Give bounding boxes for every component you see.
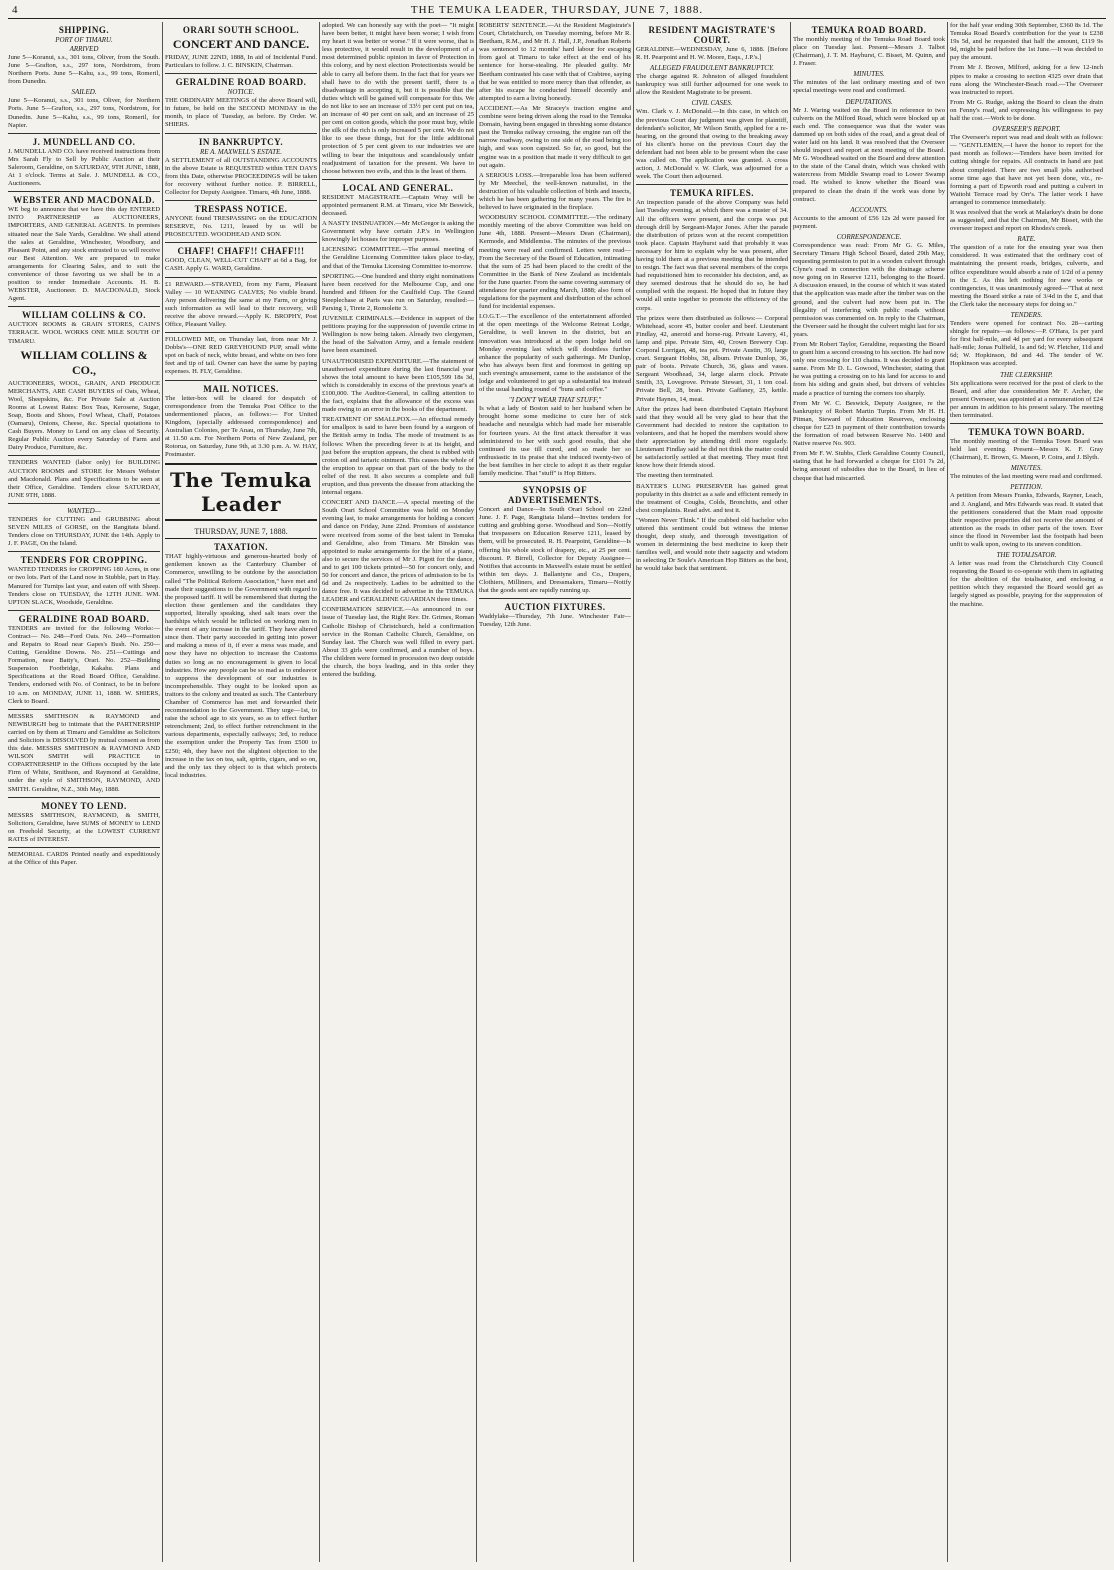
article-paragraph: TENDERS WANTED (labor only) for BUILDING AUCTION ROOMS and STORE for Messrs Webster and Macdonald. Plans and Specifications to be seen at their Office, Geraldine. Tenders close SATURDAY, JUNE 9TH, 1888. xyxy=(8,459,160,499)
article-paragraph: From Mr J. Brown, Milford, asking for a few 12-inch pipes to make a crossing to section 4325 over drain that runs along the Winchester-Beach road.—The Overseer was instructed to report. xyxy=(950,64,1103,96)
article-paragraph: J. MUNDELL AND CO. have received instructions from Mrs Sarah Fly to Sell by Public Auction at their Saleroom, Geraldine, on SATURDAY, 9TH JUNE, 1888, At 1 o'clock. Terms at Sale. J. MUNDELL & CO., Auctioneers. xyxy=(8,147,160,188)
article-paragraph: From Mr G. Rudge, asking the Board to clean the drain on Fenny's road, and expressing his willingness to pay half the cost.—Work to be done. xyxy=(950,98,1103,123)
column-rule xyxy=(165,277,317,278)
article-paragraph: Wm. Clark v. J. McDonald.—In this case, in which on the previous Court day judgment was given for plaintiff, defendant's solicitor, Mr Wilson Smith, applied for a re-hearing, on the ground that owing to the breaking away of his client's horse on the previous Court day the defendant had not been able to be present when the case was called on. The application was granted. A cross action, J. McDonald v. W. Clark, was adjourned for a week. The Court then adjourned. xyxy=(636,108,788,181)
section-heading: MAIL NOTICES. xyxy=(203,383,279,394)
article-paragraph: The Overseer's report was read and dealt with as follows:— "GENTLEMEN,—I have the honor to report for the past month as follows:—Tenders have been invited for cutting shingle for repairs. All contracts in hand are just about completed. There are two small jobs authorised some time ago that have not yet been done, viz., re-forming a part of Epworth road and putting a culvert in Waitohi Terrace road by Orr's. The latter work I have arranged to commence immediately. xyxy=(950,134,1103,206)
section-heading: WEBSTER AND MACDONALD. xyxy=(13,195,155,206)
article-paragraph: The monthly meeting of the Temuka Town Board was held last evening. Present—Messrs K. F. Gray (Chairman), E. Brown, G. Mason, P. Coira, and J. Blyth. xyxy=(950,438,1103,462)
running-header-title: THE TEMUKA LEADER, THURSDAY, JUNE 7, 1888. xyxy=(410,4,704,16)
section-heading: TENDERS FOR CROPPING. xyxy=(20,555,148,566)
column-rule xyxy=(8,709,160,710)
article-paragraph: TENDERS are invited for the following Works:— Contract— No. 248—Ford Oats. No. 249—Formation and Repairs to Road near Gapes's Bush. No. 250—Cutting, Geraldine Downs. No. 251—Cuttings and Formation, near Batty's, Orari. No. 252—Building Suspension Footbridge, Kakahu. Plans and Specifications at the Road Board Office, Geraldine. Tenders, endorsed with No. of Contract, to be in before 10 a.m. on MONDAY, JUNE 11, 1888. W. SHIERS, Clerk to Board. xyxy=(8,624,160,705)
subheading: THE TOTALISATOR. xyxy=(996,551,1057,560)
subheading: ARRIVED xyxy=(69,45,99,53)
masthead-date: THURSDAY, JUNE 7, 1888. xyxy=(165,525,317,539)
section-heading: SYNOPSIS OF ADVERTISEMENTS. xyxy=(508,485,602,506)
column-rule xyxy=(8,610,160,611)
article-paragraph: ACCIDENT.—As Mr Stracey's traction engine and combine were being driven along the road to the Temuka Domain, having been engaged in threshing some distance past the Temuka railway crossing, the engine ran off the narrow roadway, owing to one side of the road being too high, and was soon capsized. So far, so good, but the engine was in a position that made it very difficult to get out again. xyxy=(479,104,631,169)
article-paragraph: FOLLOWED ME, on Thursday last, from near Mr J. Dobbs's—ONE RED GREYHOUND PUP, small white spot on back of neck, white breast, and white on two fore feet and tip of tail. Owner can have the same by paying expenses. H. FLY, Geraldine. xyxy=(165,336,317,376)
article-paragraph: A letter was read from the Christchurch City Council requesting the Board to co-operate with them in agitating for the abolition of the totalisator, and enclosing a petition which they requested the Board would get as largely signed as possible, praying for the suppression of the machine. xyxy=(950,560,1103,608)
article-paragraph: GERALDINE—WEDNESDAY, June 6, 1888. [Before R. H. Pearpoint and H. W. Moore, Esqs., J.P.'s.] xyxy=(636,46,788,62)
article-paragraph: From Mr F. W. Stubbs, Clerk Geraldine County Council, stating that he had forwarded a cheque for £101 7s 2d, being amount of subsidies due to the Board, in lieu of cheque that had miscarried. xyxy=(793,450,945,482)
subheading: SAILED. xyxy=(71,88,97,97)
subheading: NOTICE. xyxy=(227,88,255,97)
section-heading: SHIPPING. xyxy=(58,25,110,35)
subheading: RE A. MAXWELL'S ESTATE. xyxy=(199,147,283,156)
section-heading: J. MUNDELL AND CO. xyxy=(32,136,136,147)
article-paragraph: THAT highly-virtuous and generous-hearted body of gentlemen known as the Canterbury Chamber of Commerce, unwilling to be outdone by the association called "The Political Reform Association," have met and made their suggestions to the Government with regard to the proposed tariff. It will be remembered that during the election these gentlemen and the candidates they supported, literally speaking, shed salt tears over the hardships which would be inflicted on working men in the event of any increase in the tariff. They have altered since then. Their party succeeded in getting into power and making a mess of it, if ever a mess was made, and now they have no objection to increase the Customs duties so long as no encouragement is given to local industries. How any people can be so mad as to endeavor to suppress the development of our industries is incomprehensible. They ought to be looked upon as traitors to the colony and treated as such. The Canterbury Chamber of Commerce has met and forwarded their recommendation to the Government. They urge—1st, to raise the school age to six years, so as to effect further retrenchment; 2nd, to effect further retrenchment in the various departments, especially railways; 3rd, to reduce the exemption under the Property Tax from £500 to £250; 4th, they have not the slightest objection to the increase in the tax on tea, salt, spirits, cigars, and so on, and the only tax they object to is that which protects local industries. xyxy=(165,553,317,779)
subheading: OVERSEER'S REPORT. xyxy=(992,125,1061,134)
article-paragraph: June 5—Koranui, s.s., 301 tons, Oliver, for Northern Ports. June 5—Grafton, s.s., 297 tons, Nordstrom, for Dunedin. June 5—Kahu, s.s., 99 tons, Romeril, for Napier. xyxy=(8,97,160,129)
section-heading: CHAFF! CHAFF!! CHAFF!!! xyxy=(177,246,305,257)
section-heading: GERALDINE ROAD BOARD. xyxy=(18,613,150,624)
article-paragraph: TREATMENT OF SMALLPOX.—An effectual remedy for smallpox is said to have been found by a surgeon of the British army in India. The mode of treatment is as follows: When the preceding fever is at its height, and just before the eruption appears, the chest is rubbed with croton oil and tartaric ointment. This causes the whole of the eruption to appear on that part of the body to the relief of the rest. It also secures a complete and full eruption, and thus prevents the disease from attacking the internal organs. xyxy=(322,416,474,497)
column-rule xyxy=(165,73,317,74)
article-paragraph: MESSRS SMITHSON, RAYMOND, & SMITH, Solicitors, Geraldine, have SUMS of MONEY to LEND on Freehold Security, at the LOWEST CURRENT RATES of INTEREST. xyxy=(8,811,160,843)
article-paragraph: A petition from Messrs Franks, Edwards, Rayner, Leach, and J. Angland, and Mrs Edwards was read. It stated that the petitioners considered that the Main road opposite their respective properties did not receive the amount of attention as the roads in other parts of the town. Ever since the flood in November last the footpath had been unfit to walk upon, owing to its uneven condition. xyxy=(950,492,1103,548)
article-paragraph: Waddylake—Thursday, 7th June. Winchester Fair—Tuesday, 12th June. xyxy=(479,613,631,629)
article-paragraph: The charge against R. Johnston of alleged fraudulent bankruptcy was still further adjourned for one week to allow the Resident Magistrate to be present. xyxy=(636,73,788,97)
article-paragraph: The minutes of the last meeting were read and confirmed. xyxy=(950,473,1103,481)
article-paragraph: adopted. We can honestly say with the poet— "It might have been better, it might have been worse; I wish from my heart it was better or worse." If it were worse, that is less protective, it would result in the development of a most determined public opinion in favor of Protection in this colony, and by next election Protectionists would be able to carry all before them. In the fact that for years we shall have to do with the present tariff, there is a disadvantage in accepting it, but it is possible that the duties which will be gained will compensate for this. We do not like to see an increase of 33½ per cent put on tea, an increase of 40 per cent on salt, and an increase of 25 per cent on cotton goods, which the poor must buy, while the silk of the rich is only increased 5 per cent. We do not like to see these things, but for the little additional protection of 5 per cent given to our industries we are willing to bear the iniquitous and scandalously unfair readjustment of taxation for the present. We have to choose between two evils, and this is the least of them. xyxy=(322,22,474,175)
column-rule xyxy=(165,332,317,333)
column-rule xyxy=(165,200,317,201)
article-paragraph: The monthly meeting of the Temuka Road Board took place on Tuesday last. Present—Messrs J. Talbot (Chairman), J. T. M. Hayhurst, C. Bisset, M. Quinn, and J. Fraser. xyxy=(793,36,945,68)
section-heading: IN BANKRUPTCY. xyxy=(198,136,284,147)
article-paragraph: GOOD, CLEAN, WELL-CUT CHAFF at 6d a Bag, for CASH. Apply G. WARD, Geraldine. xyxy=(165,257,317,273)
article-paragraph: AUCTIONEERS, WOOL, GRAIN, AND PRODUCE MERCHANTS, ARE CASH BUYERS of Oats, Wheat, Wool, Sheepskins, &c. For Private Sale at Auction Rooms at Lowest Rates: Box Teas, Kerosene, Sugar, Soap, Boots and Shoes, Fowl Wheat, Chaff, Potatoes (Oamaru), Onions, Cheese, &c. Special quotations to Cash Buyers. Money to Lend on any class of Security. Regular Public Auction every Saturday of Farm and Dairy Produce, Furniture, &c. xyxy=(8,379,160,452)
article-paragraph: June 5—Koranui, s.s., 301 tons, Oliver, from the South. June 5—Grafton, s.s., 297 tons, Nordstrom, from Northern Ports. June 5—Kahu, s.s., 99 tons, Romeril, from Dunedin. xyxy=(8,54,160,86)
running-header xyxy=(8,4,1106,19)
article-paragraph: CONFIRMATION SERVICE.—As announced in our issue of Tuesday last, the Right Rev. Dr. Grimes, Roman Catholic Bishop of Christchurch, held a confirmation service in the Roman Catholic Church, Geraldine, on Sunday last. The Church was well filled in every part. About 33 girls were confirmed, and a number of boys. The children were formed in procession two deep outside the church, the boys leading, and in this order they entered the building. xyxy=(322,606,474,679)
article-paragraph: WOODBURY SCHOOL COMMITTEE.—The ordinary monthly meeting of the above Committee was held on June 4th, 1888. Present—Messrs Dean (Chairman), Kermode, and Middlemiss. The minutes of the previous meeting were read and confirmed. Letters were read—From the Secretary of the Board of Education, intimating that the sum of 25 had been placed to the credit of the Committee in the Bank of New Zealand as incidentals for the June quarter. From the same covering summary of attendance for quarter ending March, 1888; also form of regulations for the payment and distribution of the school fund for incidental expenses. xyxy=(479,214,631,311)
article-paragraph: £1 REWARD.—STRAYED, from my Farm, Pleasant Valley — 10 WEANING CALVES; No visible brand. Any person delivering the same at my Farm, or giving such information as will lead to their recovery, will receive the above reward.—Apply K. BROPHY, Post Office, Pleasant Valley. xyxy=(165,280,317,328)
subheading: CIVIL CASES. xyxy=(691,99,733,108)
article-paragraph: From Mr Robert Taylor, Geraldine, requesting the Board to grant him a second crossing to his section. He had now only one crossing for 110 chains. It was decided to grant same. From Mr D. L. Gowood, Winchester, stating that he was putting a crossing on to his land for access to and from his siding and grain shed, but drivers of vehicles made a practice of turning the corners too sharply. xyxy=(793,341,945,397)
section-heading: TEMUKA TOWN BOARD. xyxy=(968,427,1085,438)
article-paragraph: Mr J. Waring waited on the Board in reference to two culverts on the Milford Road, which were blocked up at each end. The consequence was that the water was dammed up on both sides of the road, and a great deal of water laid on his land. It was resolved that the Overseer should inspect and report at next meeting of the Board. Mr G. Woodhead waited on the Board and drew attention to the state of the Canal drain, which was choked with watercress from Middle Swamp road to Lower Swamp road. He wished to know whether the Board was prepared to clean the drain if the work was done by contract. xyxy=(793,106,945,203)
article-paragraph: TENDERS for CUTTING and GRUBBING about SEVEN MILES of GORSE, on the Rangitata Island. Tenders close on THURSDAY, JUNE the 14th. Apply to J. F. PAGE, On the Island. xyxy=(8,515,160,548)
section-heading: WILLIAM COLLINS & CO. xyxy=(21,310,146,321)
column-rule xyxy=(8,503,160,504)
article-paragraph: UNAUTHORISED EXPENDITURE.—The statement of unauthorised expenditure during the last financial year shows the total amount to have been £105,599 18s 3d, which is considerably in excess of the previous year's at £100,000. The Auditor-General, in calling attention to the fact, explains that the allowance of the excess was made owing to an error in the books of the department. xyxy=(322,357,474,414)
column-2 xyxy=(163,22,320,1562)
column-6 xyxy=(791,22,948,1562)
article-paragraph: The prizes were then distributed as follows:— Corporal Whitehead, score 45, butter cooler and beef. Lieutenant Findlay, 42, aneroid and horse-rug. Private Lavery, 41, lamp and pipe. Private Sim, 40, Crown Brewery Cup. Corporal Lorrigan, 48, tea pot. Private Austin, 39, large cruet. Sergeant Hobbs, 38, album. Private Dunlop, 36, pair of boots. Private Church, 36, glass and vases. Sergeant Woodhead, 34, large alarm clock. Private Smith, 33, Lovegrove. Private Stewart, 31, 1 ton coal. Private Bell, 28, bran. Private Gaffaney, 25, kettle. Private Haynes, 14, meat. xyxy=(636,314,788,403)
article-paragraph: MESSRS SMITHSON & RAYMOND and NEWBURGH beg to intimate that the PARTNERSHIP carried on by them at Timaru and Geraldine as Solicitors and Solicitors is DISSOLVED by mutual consent as from this date. MESSRS SMITHSON & RAYMOND AND WILSON SMITH will PRACTICE in COPARTNERSHIP in the Offices occupied by the late Firm of White, Smithson, and Raymond at Geraldine, under the style of SMITHSON, RAYMOND, AND SMITH. Geraldine, N.Z., 30th May, 1888. xyxy=(8,712,160,793)
article-paragraph: Is what a lady of Boston said to her husband when he brought home some medicine to cure her of sick headache and neuralgia which had made her miserable for fourteen years. At the first attack thereafter it was administered to her with such good results, that she continued its use till cured, and so made her so enthusiastic in its praise that she induced twenty-two of the best families in her circle to adopt it as their regular family medicine. That "stuff" is Hop Bitters. xyxy=(479,405,631,477)
column-rule xyxy=(8,551,160,552)
article-paragraph: The minutes of the last ordinary meeting and of two special meetings were read and confirmed. xyxy=(793,79,945,95)
subheading: ACCOUNTS. xyxy=(850,205,888,214)
subheading: CORRESPONDENCE. xyxy=(836,232,902,241)
column-4 xyxy=(477,22,634,1562)
columns-container xyxy=(6,22,1108,1562)
column-rule xyxy=(8,847,160,848)
article-paragraph: ANYONE found TRESPASSING on the EDUCATION RESERVE, No. 1211, leased by us will be PROSECUTED. WOODHEAD AND SON. xyxy=(165,215,317,239)
article-paragraph: From Mr W. C. Beswick, Deputy Assignee, re the bankruptcy of Robert Martin Turpin. From Mr H. H. Pitman, Steward of Education Reserves, enclosing cheque for £23 in payment of their contribution towards the formation of road between Reserve No. 1400 and Native reserve No. 903. xyxy=(793,399,945,448)
article-paragraph: WE beg to announce that we have this day ENTERED INTO PARTNERSHIP as AUCTIONEERS, IMPORTERS, AND GENERAL AGENTS. In premises situated near the Sale Yards, Geraldine. We shall attend the sales at Geraldine, Winchester, Woodbury, and Pleasant Point, and any stock entrusted to us will receive our Best Attention. We are prepared to make arrangements for Clearing Sales, and to suit the convenience of those favoring us we shall be in a position to render Immediate Accounts. H. B. WEBSTER, Auctioneer. D. MACDONALD, Stock Agent. xyxy=(8,206,160,303)
article-paragraph: Accounts to the amount of £56 12s 2d were passed for payment. xyxy=(793,214,945,230)
subheading: MINUTES. xyxy=(853,70,885,79)
column-rule xyxy=(322,179,474,180)
subheading: PORT OF TIMARU. xyxy=(55,36,113,44)
section-heading: MONEY TO LEND. xyxy=(41,800,127,811)
subheading: ALLEGED FRAUDULENT BANKRUPTCY. xyxy=(650,64,774,73)
article-paragraph: Tenders were opened for contract No. 28—carting shingle for repairs—as follows:—P. O'Hara, 1s per yard for first half-mile, and 4d per yard for every subsequent half-mile; Jonas Fulfield, 1s and 6d; W. Fletcher, 11d and 6d; W. Hopkinson, 8d and 4d. The tender of W. Hopkinson was accepted. xyxy=(950,320,1103,368)
section-heading: TEMUKA ROAD BOARD. xyxy=(811,25,927,35)
article-paragraph: After the prizes had been distributed Captain Hayhurst said that they would all be very glad to hear that the Government had decided to restore the capitation to volunteers, and that he hoped the members would show their appreciation by attending drill more regularly. Lieutenant Findlay said he did not think the matter could be satisfactorily settled at that meeting. They must first know how their friends stood. xyxy=(636,405,788,470)
article-paragraph: FRIDAY, JUNE 22ND, 1888, In aid of Incidental Fund. Particulars to follow. J. C. BINSKIN, Chairman. xyxy=(165,54,317,70)
article-paragraph: It was resolved that the work at Malarkey's drain be done as suggested, and that the Chairman, Mr Bisset, with the overseer inspect and report on Rhodes's creek. xyxy=(950,208,1103,233)
column-rule xyxy=(165,242,317,243)
article-paragraph: An inspection parade of the above Company was held last Tuesday evening, at which there was a muster of 34. All the officers were present, and the corps was put through drill by Sergeant-Major Jones. After the parade the distribution of prizes won at the recent competition took place. Captain Hayhurst said that probably it was necessary for him to explain why he was present, after having told them at a previous meeting that he intended to resign. The fact was that several members of the corps had requisitioned him to reconsider his decision, and, as they seemed desirous that he should do so, he had complied with the request. He hoped that in future they would all unite together to promote the efficiency of the corps. xyxy=(636,199,788,312)
article-paragraph: SPORTING.—One hundred and thirty eight nominations have been received for the Melbourne Cup, and one hundred and fifteen for the Caulfield Cup. The Grand Steeplechase at Paris was run on Saturday, resulted:—Parsing 1, Tirete 2, Romolette 3. xyxy=(322,272,474,312)
column-rule xyxy=(8,191,160,192)
article-paragraph: WANTED TENDERS for CROPPING 180 Acres, in one or two lots. Part of the Land now in Stubble, part in Hay. Manured for Turnips last year, and eaten off with Sheep. Tenders close on TUESDAY, the 12TH JUNE. WM. UPTON SLACK, Woodside, Geraldine. xyxy=(8,566,160,606)
article-paragraph: MEMORIAL CARDS Printed neatly and expeditiously at the Office of this Paper. xyxy=(8,851,160,867)
article-paragraph: THE ORDINARY MEETINGS of the above Board will, in future, be held on the SECOND MONDAY in the month, in place of Tuesday, as before. By Order. W. SHIERS. xyxy=(165,97,317,129)
article-paragraph: A SERIOUS LOSS.—Irreparable loss has been suffered by Mr Meechel, the well-known naturalist, in the destruction of his valuable collection of birds and insects, which he has been gathering for many years. The fire is believed to have originated in the fireplace. xyxy=(479,171,631,212)
article-paragraph: The meeting then terminated. xyxy=(636,472,714,480)
column-rule xyxy=(165,380,317,381)
article-paragraph: A SETTLEMENT of all OUTSTANDING ACCOUNTS in the above Estate is REQUESTED within TEN DAYS from this Date, otherwise PROCEEDINGS will be taken for recovery without further notice. P. BIRRELL, Collector for Deputy Assignee. Timaru, 4th June, 1888. xyxy=(165,156,317,196)
article-paragraph: The question of a rate for the ensuing year was then considered. It was estimated that the ordinary cost of maintaining the present roads, bridges, culverts, and office expenditure would absorb a rate of 1/2d of a penny in the £. As this left nothing for new works or contingencies, it was unanimously agreed—"That at next meeting the Board strike a rate of 3/4d in the £, and that the Clerk take the necessary steps for doing so." xyxy=(950,244,1103,308)
article-paragraph: The letter-box will be cleared for despatch of correspondence from the Temuka Post Office to the undermentioned places, as follows:— For United Kingdom, (specially addressed correspondence) and Australian Colonies, per Te Anau, on Thursday, June 7th, at 11.50 a.m. For Northern Ports of New Zealand, per Rotorua, on Saturday, June 9th, at 3.30 p.m. A. W. HAY, Postmaster. xyxy=(165,394,317,459)
column-3 xyxy=(320,22,477,1562)
subheading: PETITION. xyxy=(1010,483,1043,492)
display-heading: WILLIAM COLLINS & CO., xyxy=(20,347,148,377)
article-paragraph: JUVENILE CRIMINALS.—Evidence in support of the petitions praying for the suppression of juvenile crime in Wellington is now being taken. Already two clergymen, the head of the Salvation Army, and a female resident have been examined. xyxy=(322,315,474,355)
article-paragraph: RESIDENT MAGISTRATE.—Captain Wray will be appointed permanent R.M. at Timaru, vice Mr Beswick, deceased. xyxy=(322,193,474,217)
section-heading: TRESPASS NOTICE. xyxy=(194,204,288,215)
subheading: THE CLERKSHIP. xyxy=(1000,370,1053,379)
article-paragraph: Six applications were received for the post of clerk to the Board, and after due consideration Mr F. Archer, the present Overseer, was appointed at a remuneration of £24 per annum in addition to his present salary. The meeting then terminated. xyxy=(950,379,1103,419)
subheading: RATE. xyxy=(1017,235,1036,244)
column-rule xyxy=(479,598,631,599)
subheading: "I DON'T WEAR THAT STUFF," xyxy=(508,396,602,405)
column-1 xyxy=(6,22,163,1562)
column-rule xyxy=(8,133,160,134)
article-paragraph: I.O.G.T.—The excellence of the entertainment afforded at the open meetings of the Welcome Retreat Lodge, Geraldine, is well known in the district, but an innovation was introduced at the open lodge held on Monday evening last which will doubtless further enhance the popularity of such gatherings. Mr Dunlop, who has always been first and foremost in getting up such evening's amusement, came to the assistance of the lodge and volunteered to get up a substantial tea instead of the usual handing round of "buns and coffee." xyxy=(479,313,631,394)
section-heading: ORARI SOUTH SCHOOL. xyxy=(182,25,300,35)
section-heading: TEMUKA RIFLES. xyxy=(669,188,754,199)
section-heading: AUCTION FIXTURES. xyxy=(504,602,606,613)
article-paragraph: CONCERT AND DANCE.—A special meeting of the South Orari School Committee was held on Monday evening last, to make arrangements for holding a concert and dance on Friday, June 22nd. Promises of assistance were received from some of the best talent in Temuka and Geraldine, also from Timaru. Mr Binskin was appointed to make arrangements for the hire of a piano, also to secure the services of Mr J. Pigott for the dance, and to get 100 tickets printed—50 for concert only, and 50 for concert and dance, the prices of admission to be 1s 6d and 2s respectively. Ladies to be admitted to the dance free. It was decided to advertise in the TEMUKA LEADER and GERALDINE GUARDIAN three times. xyxy=(322,499,474,604)
column-rule xyxy=(165,133,317,134)
column-rule xyxy=(8,797,160,798)
article-paragraph: AUCTION ROOMS & GRAIN STORES, CAIN'S TERRACE. WOOL WORKS ONE MILE SOUTH OF TIMARU. xyxy=(8,321,160,345)
article-paragraph: A NASTY INSINUATION.—Mr McGregor is asking the Government why have certain J.P.'s in Wellington knowingly let houses for improper purposes. xyxy=(322,220,474,244)
article-paragraph: "Women Never Think." If the crabbed old bachelor who uttered this sentiment could but witness the intense thought, deep study, and thorough investigation of women in determining the best medicine to keep their families well, and would note their sagacity and wisdom in selecting Dr Soule's American Hop Bitters as the best, he would take back that sentiment. xyxy=(636,516,788,573)
column-rule xyxy=(636,184,788,185)
display-heading: CONCERT AND DANCE. xyxy=(172,37,310,51)
subheading: WANTED— xyxy=(67,506,101,515)
newspaper-masthead xyxy=(165,463,317,521)
article-paragraph: Concert and Dance—In South Orari School on 22nd June. J. F. Page, Rangitata Island—Invites tenders for cutting and grubbing gorse. Woodhead and Son—Notify that trespassers on Education Reserve 1211, leased by them, will be prosecuted. R. H. Pearpoint, Geraldine—Is offering his whole stock of drapery, etc., at 25 per cent. discount. P. Birrell, Collector for Deputy Assignee—Notifies that accounts in Maxwell's estate must be settled within ten days. J. Ballantyne and Co., Drapers, Clothiers, Milliners, and Dressmakers, Timaru—Notify that the goods sent are rapidly running up. xyxy=(479,506,631,594)
masthead-title: The Temuka Leader xyxy=(170,468,312,517)
article-paragraph: ROBERTS' SENTENCE.—At the Resident Magistrate's Court, Christchurch, on Tuesday morning, before Mr R. Beetham, R.M., and Mr H. J. Hall, J.P., Jonathan Roberts was sentenced to 12 months' hard labour for escaping from gaol at Timaru to take effect at the end of his sentence for horse-stealing. He pleaded guilty. Mr Beetham contrasted his case with that of Crabtree, saying that he was entitled to more mercy than that offender, as after his escape he conducted himself decently and attempted to earn a living honestly. xyxy=(479,22,631,102)
column-rule xyxy=(8,306,160,307)
subheading: MINUTES. xyxy=(1010,464,1043,473)
column-rule xyxy=(479,481,631,482)
article-paragraph: for the half year ending 30th September, £360 8s 1d. The Temuka Road Board's contribution for the year is £238 19s 5d, and he requested that half the amount, £119 9s 9d, might be paid before the 1st June.—It was decided to pay the amount. xyxy=(950,22,1103,62)
article-paragraph: LICENSING COMMITTEE.—The annual meeting of the Geraldine Licensing Committee takes place to-day, and that of the Temuka Licensing Committee to-morrow. xyxy=(322,246,474,270)
page-number: 4 xyxy=(12,4,19,16)
column-7 xyxy=(948,22,1105,1562)
section-heading: TAXATION. xyxy=(214,542,268,553)
column-rule xyxy=(8,455,160,456)
section-heading: RESIDENT MAGISTRATE'S COURT. xyxy=(648,25,776,45)
article-paragraph: BAXTER'S LUNG PRESERVER has gained great popularity in this district as a safe and efficient remedy in the treatment of Coughs, Colds, Bronchitis, and other chest complaints. Read advt. and test it. xyxy=(636,482,788,514)
subheading: DEPUTATIONS. xyxy=(845,97,893,106)
article-paragraph: Correspondence was read: From Mr G. G. Miles, Secretary Timaru High School Board, dated 29th May, requesting permission to put in a wooden culvert through Clyne's road in connection with the drainage scheme now going on in Reserve 1211, belonging to the Board. A discussion ensued, in the course of which it was stated that the application was made after the timber was on the ground, and the culvert had now been put in. The illegality of interfering with public roads without permission was commented on. In reply to the Chairman, the Overseer said he thought the culvert might last for six years. xyxy=(793,241,945,338)
column-5 xyxy=(634,22,791,1562)
section-heading: GERALDINE ROAD BOARD. xyxy=(175,77,307,88)
subheading: TENDERS. xyxy=(1010,311,1043,319)
section-heading: LOCAL AND GENERAL. xyxy=(342,182,454,193)
column-rule xyxy=(950,423,1103,424)
